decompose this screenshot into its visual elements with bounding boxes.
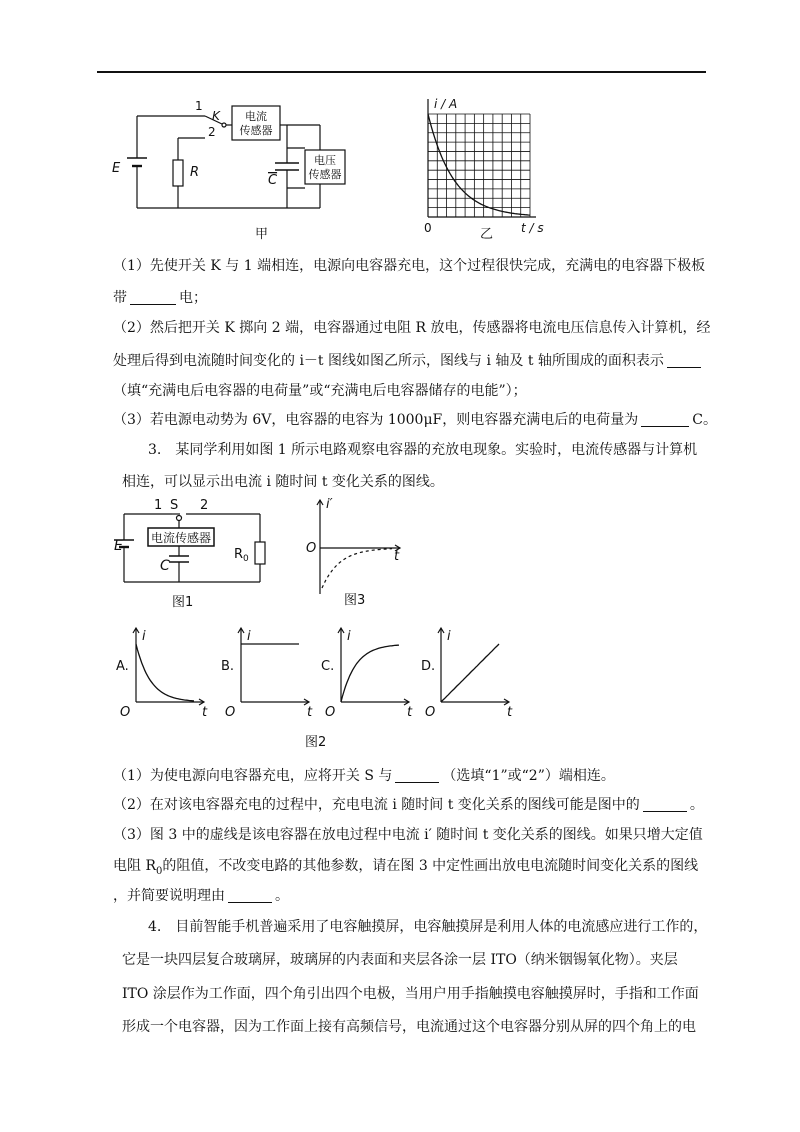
option-curve (341, 645, 399, 702)
fig1-label-1: 1 (154, 498, 163, 513)
option-origin: O (225, 705, 236, 720)
fig3-ylabel: i′ (326, 497, 333, 512)
figure-caption-yi: 乙 (480, 227, 494, 242)
option-xlabel: t (407, 705, 413, 720)
q3-part3-line3 (113, 886, 289, 906)
option-curve (136, 644, 194, 701)
q3-intro-text-b: 相连，可以显示出电流 i 随时间 t 变化关系的图线。 (122, 474, 444, 490)
q3-part3-subscript: 0 (156, 865, 163, 877)
q4-line4 (122, 1017, 696, 1037)
fig3-origin: O (306, 541, 317, 556)
q2-part1-text-b: 带 (113, 290, 127, 306)
q2-part3-blank[interactable] (641, 412, 689, 427)
q2-part1-line1 (113, 256, 705, 276)
fig3-xlabel: t (394, 549, 400, 564)
q2-part1-blank[interactable] (130, 290, 176, 305)
yi-xlabel: t / s (521, 221, 544, 235)
option-xlabel: t (202, 705, 208, 720)
q3-part2-blank[interactable] (643, 797, 687, 812)
q3-part1-line (113, 766, 615, 786)
q4-text-4: 形成一个电容器，因为工作面上接有高频信号，电流通过这个电容器分别从屏的四个角上的电 (122, 1019, 696, 1035)
q3-part1-text-b: （选填“1”或“2”）端相连。 (442, 768, 615, 784)
option-xlabel: t (507, 705, 513, 720)
q3-intro-line1 (148, 440, 697, 460)
label-c: C (268, 173, 278, 188)
header-rule (97, 71, 706, 73)
q3-part1-text-a: （1）为使电源向电容器充电，应将开关 S 与 (113, 768, 393, 784)
fig3-dashed-discharge-curve (322, 549, 392, 588)
q2-part2-text-c: （填“充满电后电容器的电荷量”或“充满电后电容器储存的电能”）； (113, 383, 527, 399)
q3-intro-line2 (122, 472, 444, 492)
option-curve (441, 644, 499, 702)
q2-part1-text-a: （1）先使开关 K 与 1 端相连，电源向电容器充电，这个过程很快完成，充满电的电容器下极板 (113, 258, 706, 274)
option-letter: A. (116, 659, 129, 674)
label-2: 2 (208, 125, 216, 139)
q2-part2-text-b: 处理后得到电流随时间变化的 i－t 图线如图乙所示，图线与 i 轴及 t 轴所围成的面积表示 (113, 353, 664, 369)
q2-part3-text-b: C。 (692, 412, 717, 428)
option-letter: D. (421, 659, 436, 674)
option-graph-a[interactable] (116, 628, 208, 720)
q3-intro-text-a: 3. 某同学利用如图 1 所示电路观察电容器的充放电现象。实验时，电流传感器与计算机 (148, 442, 698, 458)
fig1-sensor-label: 电流传感器 (150, 531, 212, 545)
option-letter: C. (321, 659, 335, 674)
q2-part2-line1 (113, 318, 711, 338)
q3-part3-line2 (113, 856, 698, 882)
option-letter: B. (221, 659, 235, 674)
option-origin: O (120, 705, 131, 720)
q2-part3-line (113, 410, 717, 430)
figure-caption-1: 图1 (172, 595, 194, 610)
q2-part2-text-a: （2）然后把开关 K 掷向 2 端，电容器通过电阻 R 放电，传感器将电流电压信息传入计算机，经 (113, 320, 711, 336)
figure-caption-3: 图3 (344, 593, 366, 608)
q3-part3-blank[interactable] (228, 888, 272, 903)
q3-part3-text-a: （3）图 3 中的虚线是该电容器在放电过程中电流 i′ 随时间 t 变化关系的图线。如果只增大定值 (113, 827, 703, 843)
option-graph-c[interactable] (321, 628, 413, 720)
option-origin: O (425, 705, 436, 720)
fig1-label-c: C (160, 558, 170, 574)
q2-part1-line2 (113, 288, 207, 308)
figure-caption-jia: 甲 (255, 227, 269, 242)
fig1-label-2: 2 (200, 498, 209, 513)
q4-line2 (122, 950, 678, 970)
option-ylabel: i (447, 629, 451, 644)
q2-part2-blank[interactable] (667, 353, 701, 368)
figure-3-graph (300, 496, 410, 611)
q4-line3 (122, 984, 699, 1004)
fig1-label-e: E (114, 538, 123, 554)
q3-part3-text-b1: 电阻 R (113, 858, 156, 874)
label-e: E (112, 161, 121, 176)
figure-2-options (112, 618, 532, 753)
q4-text-1: 4. 目前智能手机普遍采用了电容触摸屏，电容触摸屏是利用人体的电流感应进行工作的， (148, 919, 708, 935)
yi-origin: 0 (424, 221, 432, 235)
q2-part2-line2 (113, 351, 704, 371)
q4-line1 (148, 917, 707, 937)
figure-caption-2: 图2 (305, 735, 327, 750)
label-k: K (212, 109, 220, 123)
q3-part2-line (113, 795, 704, 815)
option-origin: O (325, 705, 336, 720)
q3-part3-line1 (113, 825, 703, 845)
current-sensor-line1: 电流 (245, 110, 267, 123)
label-1: 1 (195, 99, 203, 113)
q3-part1-blank[interactable] (395, 768, 439, 783)
option-graph-d[interactable] (421, 628, 513, 720)
discharge-curve (428, 114, 530, 215)
option-ylabel: i (347, 629, 351, 644)
q2-part2-line3 (113, 381, 527, 401)
figure-yi-graph (418, 94, 558, 244)
figure-1-circuit (110, 496, 270, 614)
yi-ylabel: i / A (434, 97, 458, 111)
q4-text-2: 它是一块四层复合玻璃屏，玻璃屏的内表面和夹层各涂一层 ITO（纳米铟锡氧化物）。夹层 (122, 952, 678, 968)
figure-jia-circuit (110, 98, 350, 243)
q3-part2-text-b: 。 (689, 797, 704, 813)
q4-text-3: ITO 涂层作为工作面，四个角引出四个电极，当用户用手指触摸电容触摸屏时，手指和工作面 (122, 986, 699, 1002)
fig1-label-s: S (170, 498, 179, 513)
q3-part3-text-c2: 。 (275, 888, 289, 904)
q3-part3-text-c1: ，并简要说明理由 (113, 888, 225, 904)
option-graph-b[interactable] (221, 628, 313, 720)
voltage-sensor-line2: 传感器 (308, 168, 342, 181)
voltage-sensor-line1: 电压 (314, 154, 336, 167)
option-xlabel: t (307, 705, 313, 720)
option-ylabel: i (247, 629, 251, 644)
q3-part2-text-a: （2）在对该电容器充电的过程中，充电电流 i 随时间 t 变化关系的图线可能是图中的 (113, 797, 640, 813)
current-sensor-line2: 传感器 (239, 124, 273, 137)
option-ylabel: i (142, 629, 146, 644)
q2-part3-text-a: （3）若电源电动势为 6V，电容器的电容为 1000μF，则电容器充满电后的电荷量为 (113, 412, 639, 428)
fig1-label-r0: $R_0$ (234, 547, 249, 564)
q2-part1-text-c: 电； (179, 290, 207, 306)
label-r: R (190, 165, 200, 180)
q3-part3-text-b2: 的阻值，不改变电路的其他参数，请在图 3 中定性画出放电电流随时间变化关系的图线 (162, 858, 699, 874)
